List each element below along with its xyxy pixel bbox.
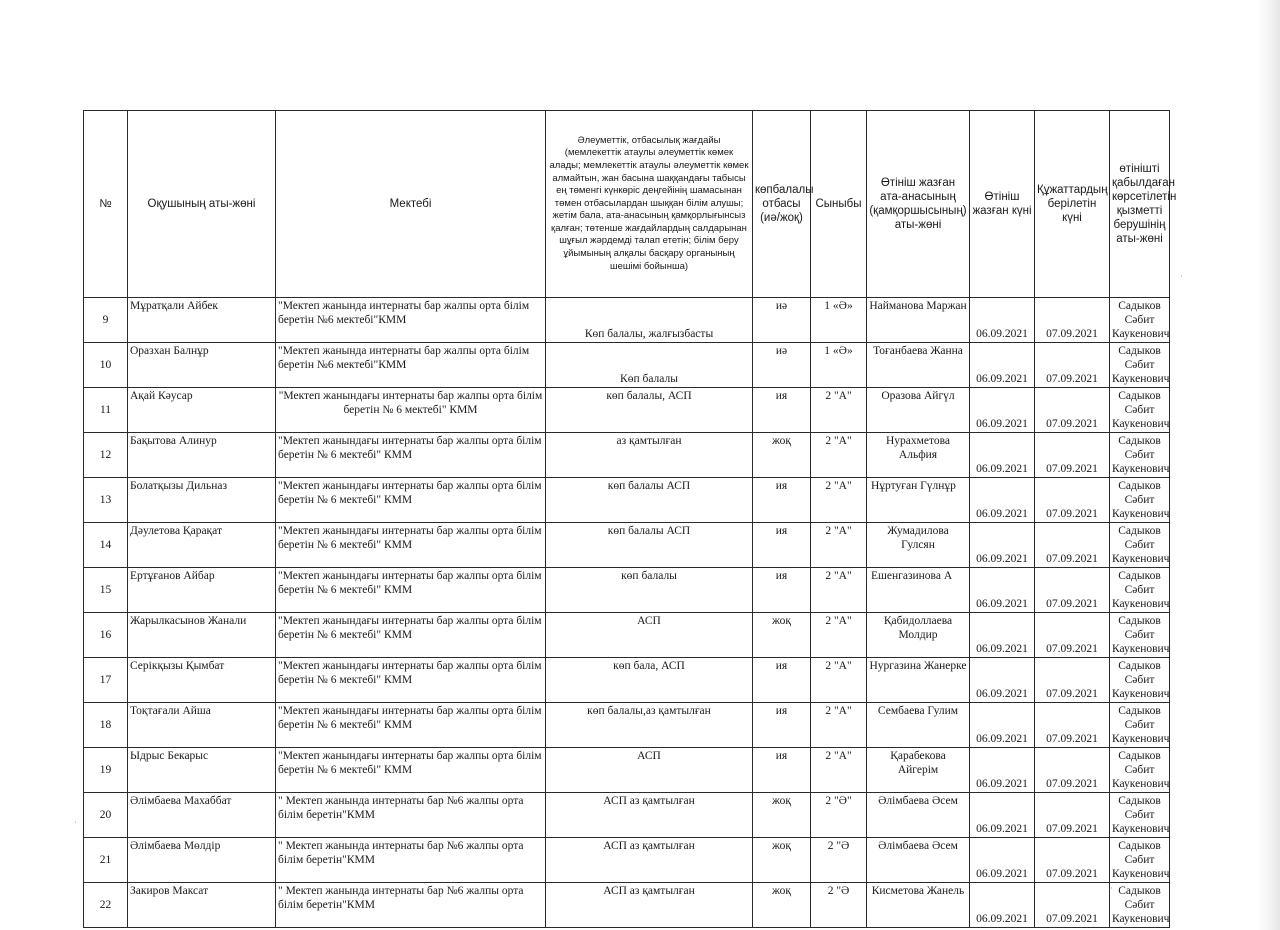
cell-staff: Садыков Сәбит Каукенович <box>1110 703 1170 748</box>
table-row <box>84 343 1170 388</box>
cell-social: АСП <box>546 748 753 793</box>
header-school: Мектебі <box>276 111 546 298</box>
cell-student: Болатқызы Дильназ <box>128 478 276 523</box>
cell-large-family: иә <box>753 298 811 343</box>
cell-class: 2 "А" <box>811 748 867 793</box>
cell-social: көп балалы АСП <box>546 478 753 523</box>
cell-staff: Садыков Сәбит Каукенович <box>1110 478 1170 523</box>
cell-application-date: 06.09.2021 <box>970 838 1035 883</box>
header-parent: Өтініш жазған ата-анасының (қамқоршысының) аты-жөні <box>867 111 970 298</box>
cell-large-family: жоқ <box>753 433 811 478</box>
cell-social: көп балалы,аз қамтылған <box>546 703 753 748</box>
cell-application-date: 06.09.2021 <box>970 298 1035 343</box>
cell-parent: Қарабекова Айгерім <box>867 748 970 793</box>
cell-social: АСП аз қамтылған <box>546 838 753 883</box>
cell-class: 2 "Ә <box>811 838 867 883</box>
cell-student: Жарылкасынов Жанали <box>128 613 276 658</box>
cell-application-date: 06.09.2021 <box>970 478 1035 523</box>
scan-speck: · <box>1110 884 1113 894</box>
cell-large-family: ия <box>753 748 811 793</box>
header-documents-date: Құжаттардың берілетін күні <box>1035 111 1110 298</box>
cell-parent: Әлімбаева Әсем <box>867 838 970 883</box>
header-staff: өтінішті қабылдаған көрсетілетін қызметті берушінің аты-жөні <box>1110 111 1170 298</box>
cell-school: "Мектеп жанындағы интернаты бар жалпы орта білім беретін № 6 мектебі" КММ <box>276 568 546 613</box>
cell-application-date: 06.09.2021 <box>970 613 1035 658</box>
cell-staff: Садыков Сәбит Каукенович <box>1110 883 1170 928</box>
cell-num: 22 <box>84 883 128 928</box>
cell-staff: Садыков Сәбит Каукенович <box>1110 748 1170 793</box>
cell-school: "Мектеп жанындағы интернаты бар жалпы орта білім беретін № 6 мектебі" КММ <box>276 388 546 433</box>
cell-large-family: ия <box>753 523 811 568</box>
cell-school: "Мектеп жанындағы интернаты бар жалпы орта білім беретін № 6 мектебі" КММ <box>276 658 546 703</box>
cell-student: Бақытова Алинур <box>128 433 276 478</box>
cell-num: 20 <box>84 793 128 838</box>
scan-speck: · <box>1180 272 1183 282</box>
cell-application-date: 06.09.2021 <box>970 343 1035 388</box>
applications-table <box>83 110 1177 928</box>
cell-class: 1 «Ә» <box>811 343 867 388</box>
cell-application-date: 06.09.2021 <box>970 523 1035 568</box>
cell-parent: Нурахметова Альфия <box>867 433 970 478</box>
cell-application-date: 06.09.2021 <box>970 703 1035 748</box>
header-student: Оқушының аты-жөні <box>128 111 276 298</box>
cell-social: Көп балалы, жалғызбасты <box>546 298 753 343</box>
cell-class: 1 «Ә» <box>811 298 867 343</box>
cell-staff: Садыков Сәбит Каукенович <box>1110 298 1170 343</box>
cell-large-family: ия <box>753 388 811 433</box>
cell-school: "Мектеп жанында интернаты бар жалпы орта білім беретін №6 мектебі"КММ <box>276 343 546 388</box>
cell-student: Тоқтағали Айша <box>128 703 276 748</box>
cell-documents-date: 07.09.2021 <box>1035 838 1110 883</box>
cell-class: 2 "А" <box>811 613 867 658</box>
cell-parent: Сембаева Гулим <box>867 703 970 748</box>
cell-num: 10 <box>84 343 128 388</box>
cell-documents-date: 07.09.2021 <box>1035 523 1110 568</box>
cell-documents-date: 07.09.2021 <box>1035 793 1110 838</box>
cell-social: көп бала, АСП <box>546 658 753 703</box>
cell-num: 13 <box>84 478 128 523</box>
cell-staff: Садыков Сәбит Каукенович <box>1110 343 1170 388</box>
cell-num: 18 <box>84 703 128 748</box>
header-application-date: Өтініш жазған күні <box>970 111 1035 298</box>
cell-parent: Оразова Айгүл <box>867 388 970 433</box>
cell-class: 2 "Ә" <box>811 793 867 838</box>
scan-speck: · <box>74 818 77 828</box>
cell-large-family: ия <box>753 658 811 703</box>
table-row <box>84 568 1170 613</box>
cell-class: 2 "А" <box>811 568 867 613</box>
cell-large-family: жоқ <box>753 613 811 658</box>
header-large-family: көпбалалы отбасы (иә/жоқ) <box>753 111 811 298</box>
cell-documents-date: 07.09.2021 <box>1035 343 1110 388</box>
cell-documents-date: 07.09.2021 <box>1035 568 1110 613</box>
cell-social: АСП <box>546 613 753 658</box>
cell-num: 15 <box>84 568 128 613</box>
cell-parent: Әлімбаева Әсем <box>867 793 970 838</box>
cell-social: көп балалы, АСП <box>546 388 753 433</box>
cell-num: 19 <box>84 748 128 793</box>
cell-student: Әлімбаева Махаббат <box>128 793 276 838</box>
table-row <box>84 478 1170 523</box>
cell-documents-date: 07.09.2021 <box>1035 613 1110 658</box>
cell-social: аз қамтылған <box>546 433 753 478</box>
cell-num: 12 <box>84 433 128 478</box>
cell-application-date: 06.09.2021 <box>970 748 1035 793</box>
cell-staff: Садыков Сәбит Каукенович <box>1110 838 1170 883</box>
cell-school: " Мектеп жанында интернаты бар №6 жалпы орта білім беретін"КММ <box>276 793 546 838</box>
cell-staff: Садыков Сәбит Каукенович <box>1110 568 1170 613</box>
cell-staff: Садыков Сәбит Каукенович <box>1110 388 1170 433</box>
cell-large-family: ия <box>753 478 811 523</box>
page-edge-shadow <box>1258 0 1280 930</box>
cell-student: Серікқызы Қымбат <box>128 658 276 703</box>
table-header-row <box>84 111 1170 298</box>
cell-student: Закиров Максат <box>128 883 276 928</box>
cell-application-date: 06.09.2021 <box>970 433 1035 478</box>
cell-parent: Нургазина Жанерке <box>867 658 970 703</box>
cell-staff: Садыков Сәбит Каукенович <box>1110 793 1170 838</box>
cell-parent: Тоғанбаева Жанна <box>867 343 970 388</box>
cell-school: "Мектеп жанындағы интернаты бар жалпы орта білім беретін № 6 мектебі" КММ <box>276 703 546 748</box>
cell-social: көп балалы <box>546 568 753 613</box>
header-social: Әлеуметтік, отбасылық жағдайы (мемлекеттік атаулы әлеуметтік көмек алады; мемлекеттік атаулы әлеуметтік көмек алмайтын, жан басына шаққандағы табысы ең төменгі күнкөріс деңгейінің шамасынан төмен отбасылардан шыққан білім алушы; жетім бала, ата-анасының қамқорлығынсыз қалған; төтенше жағдайлардың салдарынан шұғыл жәрдемді талап ететін; білім беру ұйымының алқалы басқару органының шешімі бойынша) <box>546 111 753 298</box>
cell-school: "Мектеп жанындағы интернаты бар жалпы орта білім беретін № 6 мектебі" КММ <box>276 748 546 793</box>
table-row <box>84 658 1170 703</box>
cell-staff: Садыков Сәбит Каукенович <box>1110 433 1170 478</box>
cell-student: Дәулетова Қарақат <box>128 523 276 568</box>
cell-parent: Кисметова Жанель <box>867 883 970 928</box>
cell-documents-date: 07.09.2021 <box>1035 703 1110 748</box>
cell-student: Ыдрыс Бекарыс <box>128 748 276 793</box>
cell-documents-date: 07.09.2021 <box>1035 298 1110 343</box>
header-num: № <box>84 111 128 298</box>
cell-large-family: жоқ <box>753 883 811 928</box>
table-row <box>84 388 1170 433</box>
table-row <box>84 883 1170 928</box>
cell-class: 2 "Ә <box>811 883 867 928</box>
cell-class: 2 "А" <box>811 658 867 703</box>
cell-documents-date: 07.09.2021 <box>1035 658 1110 703</box>
cell-student: Ақай Кәусар <box>128 388 276 433</box>
cell-large-family: жоқ <box>753 838 811 883</box>
cell-school: "Мектеп жанындағы интернаты бар жалпы орта білім беретін № 6 мектебі" КММ <box>276 433 546 478</box>
table-row <box>84 523 1170 568</box>
cell-num: 9 <box>84 298 128 343</box>
cell-class: 2 "А" <box>811 478 867 523</box>
cell-school: " Мектеп жанында интернаты бар №6 жалпы орта білім беретін"КММ <box>276 838 546 883</box>
cell-student: Оразхан Балнұр <box>128 343 276 388</box>
table-row <box>84 838 1170 883</box>
header-class: Сыныбы <box>811 111 867 298</box>
cell-social: Көп балалы <box>546 343 753 388</box>
cell-documents-date: 07.09.2021 <box>1035 433 1110 478</box>
cell-documents-date: 07.09.2021 <box>1035 388 1110 433</box>
cell-school: "Мектеп жанында интернаты бар жалпы орта білім беретін №6 мектебі"КММ <box>276 298 546 343</box>
cell-large-family: жоқ <box>753 793 811 838</box>
cell-social: көп балалы АСП <box>546 523 753 568</box>
cell-staff: Садыков Сәбит Каукенович <box>1110 613 1170 658</box>
cell-school: " Мектеп жанында интернаты бар №6 жалпы орта білім беретін"КММ <box>276 883 546 928</box>
cell-application-date: 06.09.2021 <box>970 883 1035 928</box>
cell-application-date: 06.09.2021 <box>970 568 1035 613</box>
cell-documents-date: 07.09.2021 <box>1035 478 1110 523</box>
cell-large-family: иә <box>753 343 811 388</box>
cell-school: "Мектеп жанындағы интернаты бар жалпы орта білім беретін № 6 мектебі" КММ <box>276 478 546 523</box>
cell-parent: Найманова Маржан <box>867 298 970 343</box>
table-row <box>84 613 1170 658</box>
cell-application-date: 06.09.2021 <box>970 793 1035 838</box>
cell-staff: Садыков Сәбит Каукенович <box>1110 523 1170 568</box>
cell-school: "Мектеп жанындағы интернаты бар жалпы орта білім беретін № 6 мектебі" КММ <box>276 523 546 568</box>
table-row <box>84 298 1170 343</box>
table-row <box>84 748 1170 793</box>
cell-parent: Ешенгазинова А <box>867 568 970 613</box>
cell-school: "Мектеп жанындағы интернаты бар жалпы орта білім беретін № 6 мектебі" КММ <box>276 613 546 658</box>
cell-parent: Нұртуған Гүлнұр <box>867 478 970 523</box>
cell-parent: Қабидоллаева Молдир <box>867 613 970 658</box>
cell-staff: Садыков Сәбит Каукенович <box>1110 658 1170 703</box>
cell-large-family: ия <box>753 568 811 613</box>
cell-num: 21 <box>84 838 128 883</box>
table-row <box>84 793 1170 838</box>
table-row <box>84 703 1170 748</box>
table-row <box>84 433 1170 478</box>
cell-application-date: 06.09.2021 <box>970 658 1035 703</box>
cell-documents-date: 07.09.2021 <box>1035 883 1110 928</box>
cell-num: 16 <box>84 613 128 658</box>
cell-class: 2 "А" <box>811 433 867 478</box>
cell-application-date: 06.09.2021 <box>970 388 1035 433</box>
cell-class: 2 "А" <box>811 523 867 568</box>
cell-num: 17 <box>84 658 128 703</box>
cell-documents-date: 07.09.2021 <box>1035 748 1110 793</box>
cell-num: 11 <box>84 388 128 433</box>
cell-social: АСП аз қамтылған <box>546 793 753 838</box>
cell-num: 14 <box>84 523 128 568</box>
cell-parent: Жумадилова Гулсян <box>867 523 970 568</box>
cell-large-family: ия <box>753 703 811 748</box>
cell-social: АСП аз қамтылған <box>546 883 753 928</box>
cell-class: 2 "А" <box>811 703 867 748</box>
cell-class: 2 "А" <box>811 388 867 433</box>
cell-student: Ертұғанов Айбар <box>128 568 276 613</box>
cell-student: Әлімбаева Мөлдір <box>128 838 276 883</box>
cell-student: Мұратқали Айбек <box>128 298 276 343</box>
